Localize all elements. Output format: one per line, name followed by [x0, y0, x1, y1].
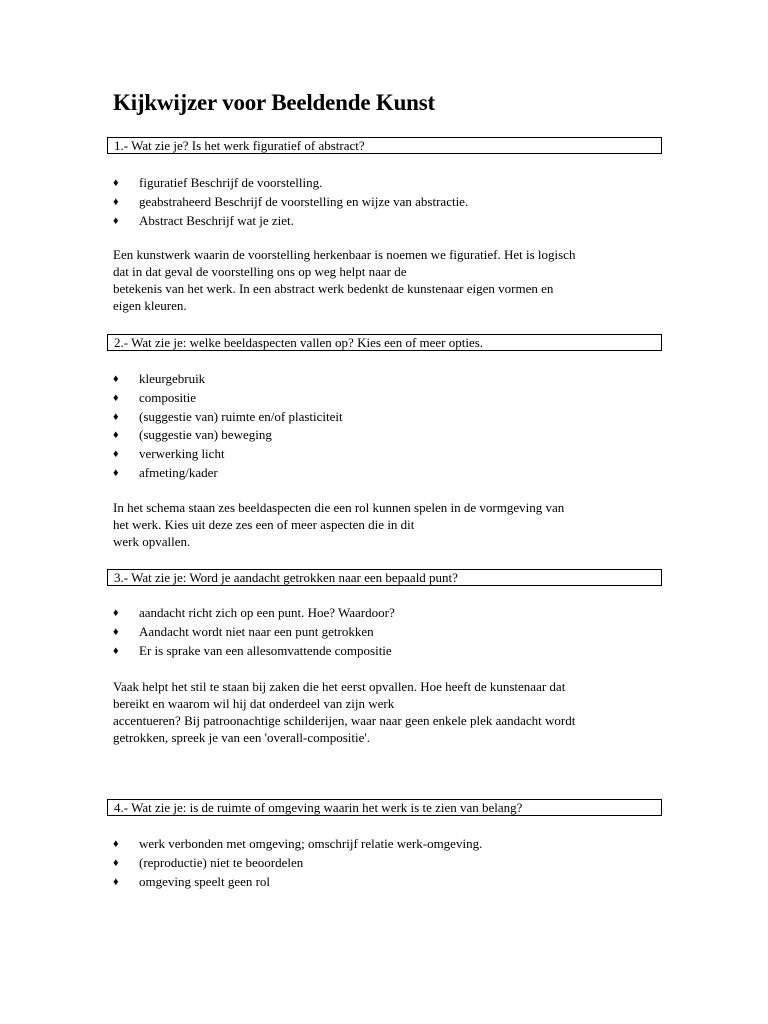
- list-item: ♦ werk verbonden met omgeving; omschrijf relatie werk-omgeving.: [113, 835, 482, 854]
- list-item: ♦ compositie: [113, 389, 343, 408]
- question-box-3: 3.- Wat zie je: Word je aandacht getrokken naar een bepaald punt?: [107, 569, 662, 586]
- list-item: ♦ verwerking licht: [113, 445, 343, 464]
- question-box-2: 2.- Wat zie je: welke beeldaspecten vallen op? Kies een of meer opties.: [107, 334, 662, 351]
- list-item: ♦ aandacht richt zich op een punt. Hoe? Waardoor?: [113, 604, 395, 623]
- diamond-bullet-icon: ♦: [113, 214, 119, 227]
- diamond-bullet-icon: ♦: [113, 644, 119, 657]
- list-item: ♦ (reproductie) niet te beoordelen: [113, 854, 482, 873]
- diamond-bullet-icon: ♦: [113, 429, 119, 442]
- page-title: Kijkwijzer voor Beeldende Kunst: [113, 90, 435, 115]
- bullet-list-3: [113, 604, 395, 660]
- list-item: ♦ omgeving speelt geen rol: [113, 873, 482, 892]
- diamond-bullet-icon: ♦: [113, 838, 119, 850]
- diamond-bullet-icon: ♦: [113, 466, 119, 479]
- bullet-list-4: [113, 835, 482, 891]
- diamond-bullet-icon: ♦: [113, 875, 119, 888]
- question-box-1: 1.- Wat zie je? Is het werk figuratief of abstract?: [107, 137, 662, 154]
- diamond-bullet-icon: ♦: [113, 410, 119, 423]
- list-item: ♦ kleurgebruik: [113, 370, 343, 389]
- paragraph-3: Vaak helpt het stil te staan bij zaken die het eerst opvallen. Hoe heeft de kunstenaar dat bereikt en waarom wil hij dat onderdeel van zijn werk accentueren? Bij patroonachtige schilderijen, waar naar geen enkele plek aandacht wordt getrokken, spreek je van een 'overall-compositie'.: [113, 679, 576, 745]
- diamond-bullet-icon: ♦: [113, 391, 119, 404]
- diamond-bullet-icon: ♦: [113, 177, 119, 189]
- list-item: ♦ afmeting/kader: [113, 464, 343, 483]
- list-item: ♦ figuratief Beschrijf de voorstelling.: [113, 174, 468, 193]
- list-item: ♦ (suggestie van) ruimte en/of plasticiteit: [113, 408, 343, 427]
- diamond-bullet-icon: ♦: [113, 448, 119, 461]
- list-item: ♦ (suggestie van) beweging: [113, 426, 343, 445]
- diamond-bullet-icon: ♦: [113, 373, 119, 385]
- bullet-list-2: [113, 370, 343, 483]
- question-box-4: 4.- Wat zie je: is de ruimte of omgeving waarin het werk is te zien van belang?: [107, 799, 662, 816]
- diamond-bullet-icon: ♦: [113, 625, 119, 638]
- diamond-bullet-icon: ♦: [113, 856, 119, 869]
- paragraph-2: In het schema staan zes beeldaspecten die een rol kunnen spelen in de vormgeving van het werk. Kies uit deze zes een of meer aspecten die in dit werk opvallen.: [113, 500, 565, 549]
- list-item: ♦ Aandacht wordt niet naar een punt getrokken: [113, 623, 395, 642]
- paragraph-1: Een kunstwerk waarin de voorstelling herkenbaar is noemen we figuratief. Het is logisch dat in dat geval de voorstelling ons op weg helpt naar de betekenis van het werk. In een abstract werk bedenkt de kunstenaar eigen vormen en eigen kleuren.: [113, 247, 576, 313]
- list-item: ♦ Abstract Beschrijf wat je ziet.: [113, 212, 468, 231]
- list-item: ♦ geabstraheerd Beschrijf de voorstelling en wijze van abstractie.: [113, 193, 468, 212]
- list-item: ♦ Er is sprake van een allesomvattende compositie: [113, 642, 395, 661]
- diamond-bullet-icon: ♦: [113, 195, 119, 208]
- diamond-bullet-icon: ♦: [113, 607, 119, 619]
- bullet-list-1: [113, 174, 468, 230]
